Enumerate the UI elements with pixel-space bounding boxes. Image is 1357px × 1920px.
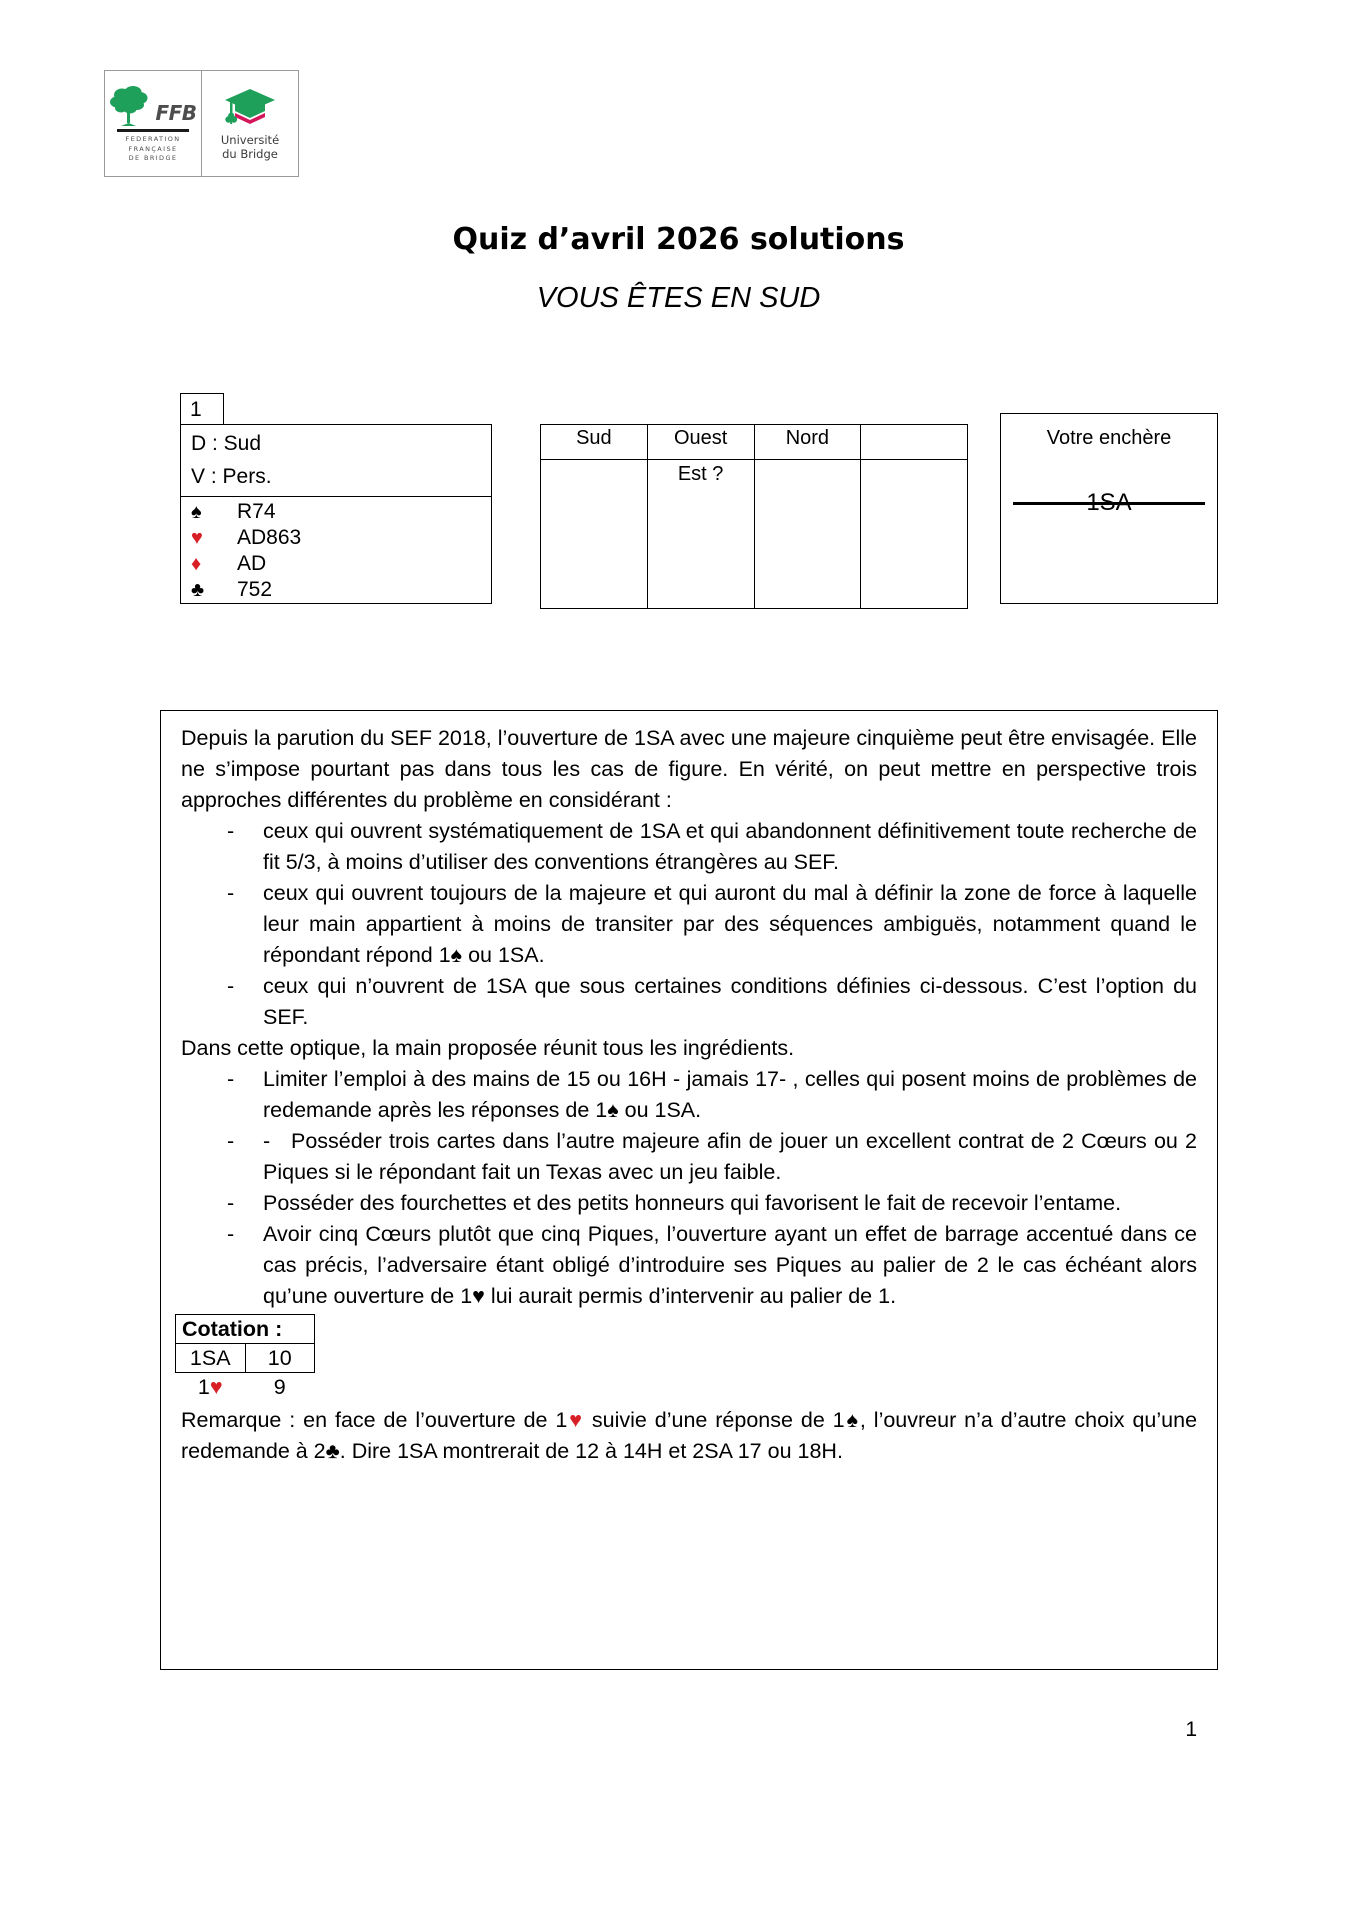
- auction-bid-row: [541, 460, 968, 609]
- your-bid-label: Votre enchère: [1046, 427, 1172, 449]
- cotation-title-row: [176, 1315, 315, 1344]
- ffb-federation-line-3: DE BRIDGE: [128, 154, 178, 163]
- suit-row-clubs: [191, 577, 491, 603]
- solution-bridge-line: Dans cette optique, la main proposée réunit tous les ingrédients.: [181, 1036, 795, 1060]
- conditions-list: [181, 1064, 1197, 1312]
- auction-table: [540, 424, 968, 609]
- heart-cards: AD863: [237, 526, 302, 549]
- remark-part-2: suivie d’une réponse de 1: [584, 1408, 845, 1432]
- hand-meta: [181, 425, 491, 497]
- universite-line-2: du Bridge: [222, 146, 278, 161]
- auction-header-sud: Sud: [541, 425, 648, 460]
- solution-remark: [181, 1405, 1197, 1467]
- sub-dash-marker: -: [263, 1129, 271, 1153]
- your-bid-box: [1000, 413, 1218, 604]
- deal-number-tab: 1: [180, 393, 224, 425]
- vulnerability-label: V : Pers.: [191, 465, 272, 488]
- auction-cell-ouest: [647, 460, 754, 609]
- remark-part-1: Remarque : en face de l’ouverture de 1: [181, 1408, 568, 1432]
- cotation-title: Cotation :: [176, 1315, 315, 1344]
- club-icon: ♣: [191, 579, 205, 601]
- solution-box: [160, 710, 1218, 1670]
- universite-line-1: Université: [220, 133, 280, 148]
- condition-item-2-text: Posséder trois cartes dans l’autre majeure afin de jouer un excellent contrat de 2 Cœurs ou 2 Piques si le répondant fait un Texas avec un jeu faible.: [263, 1129, 1197, 1184]
- ffb-logo-top: [109, 83, 196, 127]
- your-bid-answer-area: [1001, 486, 1217, 520]
- approach-item-3: - ceux qui n’ouvrent de 1SA que sous certaines conditions définies ci-dessous. C’est l’option du SEF.: [227, 971, 1197, 1033]
- suit-row-spades: [191, 499, 491, 525]
- auction-header-nord: Nord: [754, 425, 861, 460]
- club-icon-remark: ♣: [325, 1439, 340, 1463]
- remark-part-3: , l’ouvreur n’a d’autre choix qu’une redemande à 2: [181, 1408, 1198, 1463]
- auction-header-blank: [861, 425, 968, 460]
- spade-icon: ♠: [191, 501, 202, 523]
- hand-box: [180, 424, 492, 604]
- auction-cell-blank: [861, 460, 968, 609]
- page-number: 1: [1185, 1718, 1197, 1741]
- cotation-bid-1: 1SA: [176, 1344, 246, 1373]
- diamond-icon: ♦: [191, 553, 202, 575]
- approach-item-2: - ceux qui ouvrent toujours de la majeure et qui auront du mal à définir la zone de force à laquelle leur main appartient à moins de transiter par des séquences ambiguës, notamment quand le répondant répond 1♠ ou 1SA.: [227, 878, 1197, 971]
- dealer-label: D : Sud: [191, 432, 262, 455]
- universite-label: [221, 134, 279, 160]
- cotation-score-1: 10: [245, 1344, 315, 1373]
- suit-row-diamonds: [191, 551, 491, 577]
- cotation-table: [175, 1314, 315, 1401]
- spade-cards: R74: [237, 500, 276, 523]
- heart-icon-remark-1: ♥: [567, 1408, 584, 1432]
- ffb-logo-cell: [105, 71, 202, 176]
- page-title: Quiz d’avril 2026 solutions: [452, 222, 905, 257]
- solution-intro: Depuis la parution du SEF 2018, l’ouverture de 1SA avec une majeure cinquième peut être envisagée. Elle ne s’impose pourtant pas dans tous les cas de figure. En vérité, on peut mettre en perspective trois approches différentes du problème en considérant :: [181, 726, 1197, 812]
- diamond-cards: AD: [237, 552, 267, 575]
- club-cards: 752: [237, 578, 273, 601]
- spade-icon-remark: ♠: [844, 1408, 860, 1432]
- auction-cell-sud: [541, 460, 648, 609]
- organization-logo-block: [104, 70, 299, 177]
- ffb-divider-rule: [117, 129, 189, 132]
- auction-cell-sud-value: [541, 462, 647, 463]
- ffb-federation-line-2: FRANÇAISE: [128, 144, 178, 153]
- heart-icon-cotation: ♥: [209, 1375, 223, 1399]
- suit-row-hearts: [191, 525, 491, 551]
- page-subtitle: VOUS ÊTES EN SUD: [536, 282, 821, 314]
- cotation-row-2: [176, 1373, 315, 1402]
- tree-icon: [109, 85, 153, 127]
- condition-item-1: - Limiter l’emploi à des mains de 15 ou 16H - jamais 17- , celles qui posent moins de problèmes de redemande après les réponses de 1♠ ou 1SA.: [227, 1064, 1197, 1126]
- approaches-list: [181, 816, 1197, 1033]
- auction-header-row: [541, 425, 968, 460]
- cotation-score-2: 9: [273, 1375, 286, 1399]
- auction-header-ouest: Ouest: [647, 425, 754, 460]
- approach-item-1: - ceux qui ouvrent systématiquement de 1SA et qui abandonnent définitivement toute recherche de fit 5/3, à moins d’utiliser des conventions étrangères au SEF.: [227, 816, 1197, 878]
- ffb-federation-line-1: FEDERATION: [125, 135, 181, 144]
- cotation-bid-2-level: 1: [197, 1375, 210, 1399]
- cotation-row-1: [176, 1344, 315, 1373]
- auction-cell-blank-value: [861, 462, 967, 463]
- universite-logo-cell: [202, 71, 298, 176]
- auction-cell-nord: [754, 460, 861, 609]
- ffb-abbreviation: FFB: [155, 101, 197, 126]
- graduation-cap-icon: [222, 86, 278, 130]
- heart-icon: ♥: [191, 527, 203, 549]
- condition-item-2: [227, 1126, 1197, 1188]
- hand-suits: [181, 497, 491, 603]
- cotation-bid-2: [176, 1373, 246, 1402]
- remark-part-4: . Dire 1SA montrerait de 12 à 14H et 2SA 17 ou 18H.: [339, 1439, 843, 1463]
- auction-cell-ouest-value: Est ?: [677, 463, 724, 485]
- condition-item-4: - Avoir cinq Cœurs plutôt que cinq Piques, l’ouverture ayant un effet de barrage accentué dans ce cas précis, l’adversaire étant obligé d’introduire ses Piques au palier de 2 le cas échéant alors qu’une ouverture de 1♥ lui aurait permis d’intervenir au palier de 1.: [227, 1219, 1197, 1312]
- auction-cell-nord-value: [755, 462, 861, 463]
- solution-content: [181, 723, 1197, 1467]
- your-bid-answer: 1SA: [1086, 489, 1132, 516]
- condition-item-3: - Posséder des fourchettes et des petits honneurs qui favorisent le fait de recevoir l’entame.: [227, 1188, 1197, 1219]
